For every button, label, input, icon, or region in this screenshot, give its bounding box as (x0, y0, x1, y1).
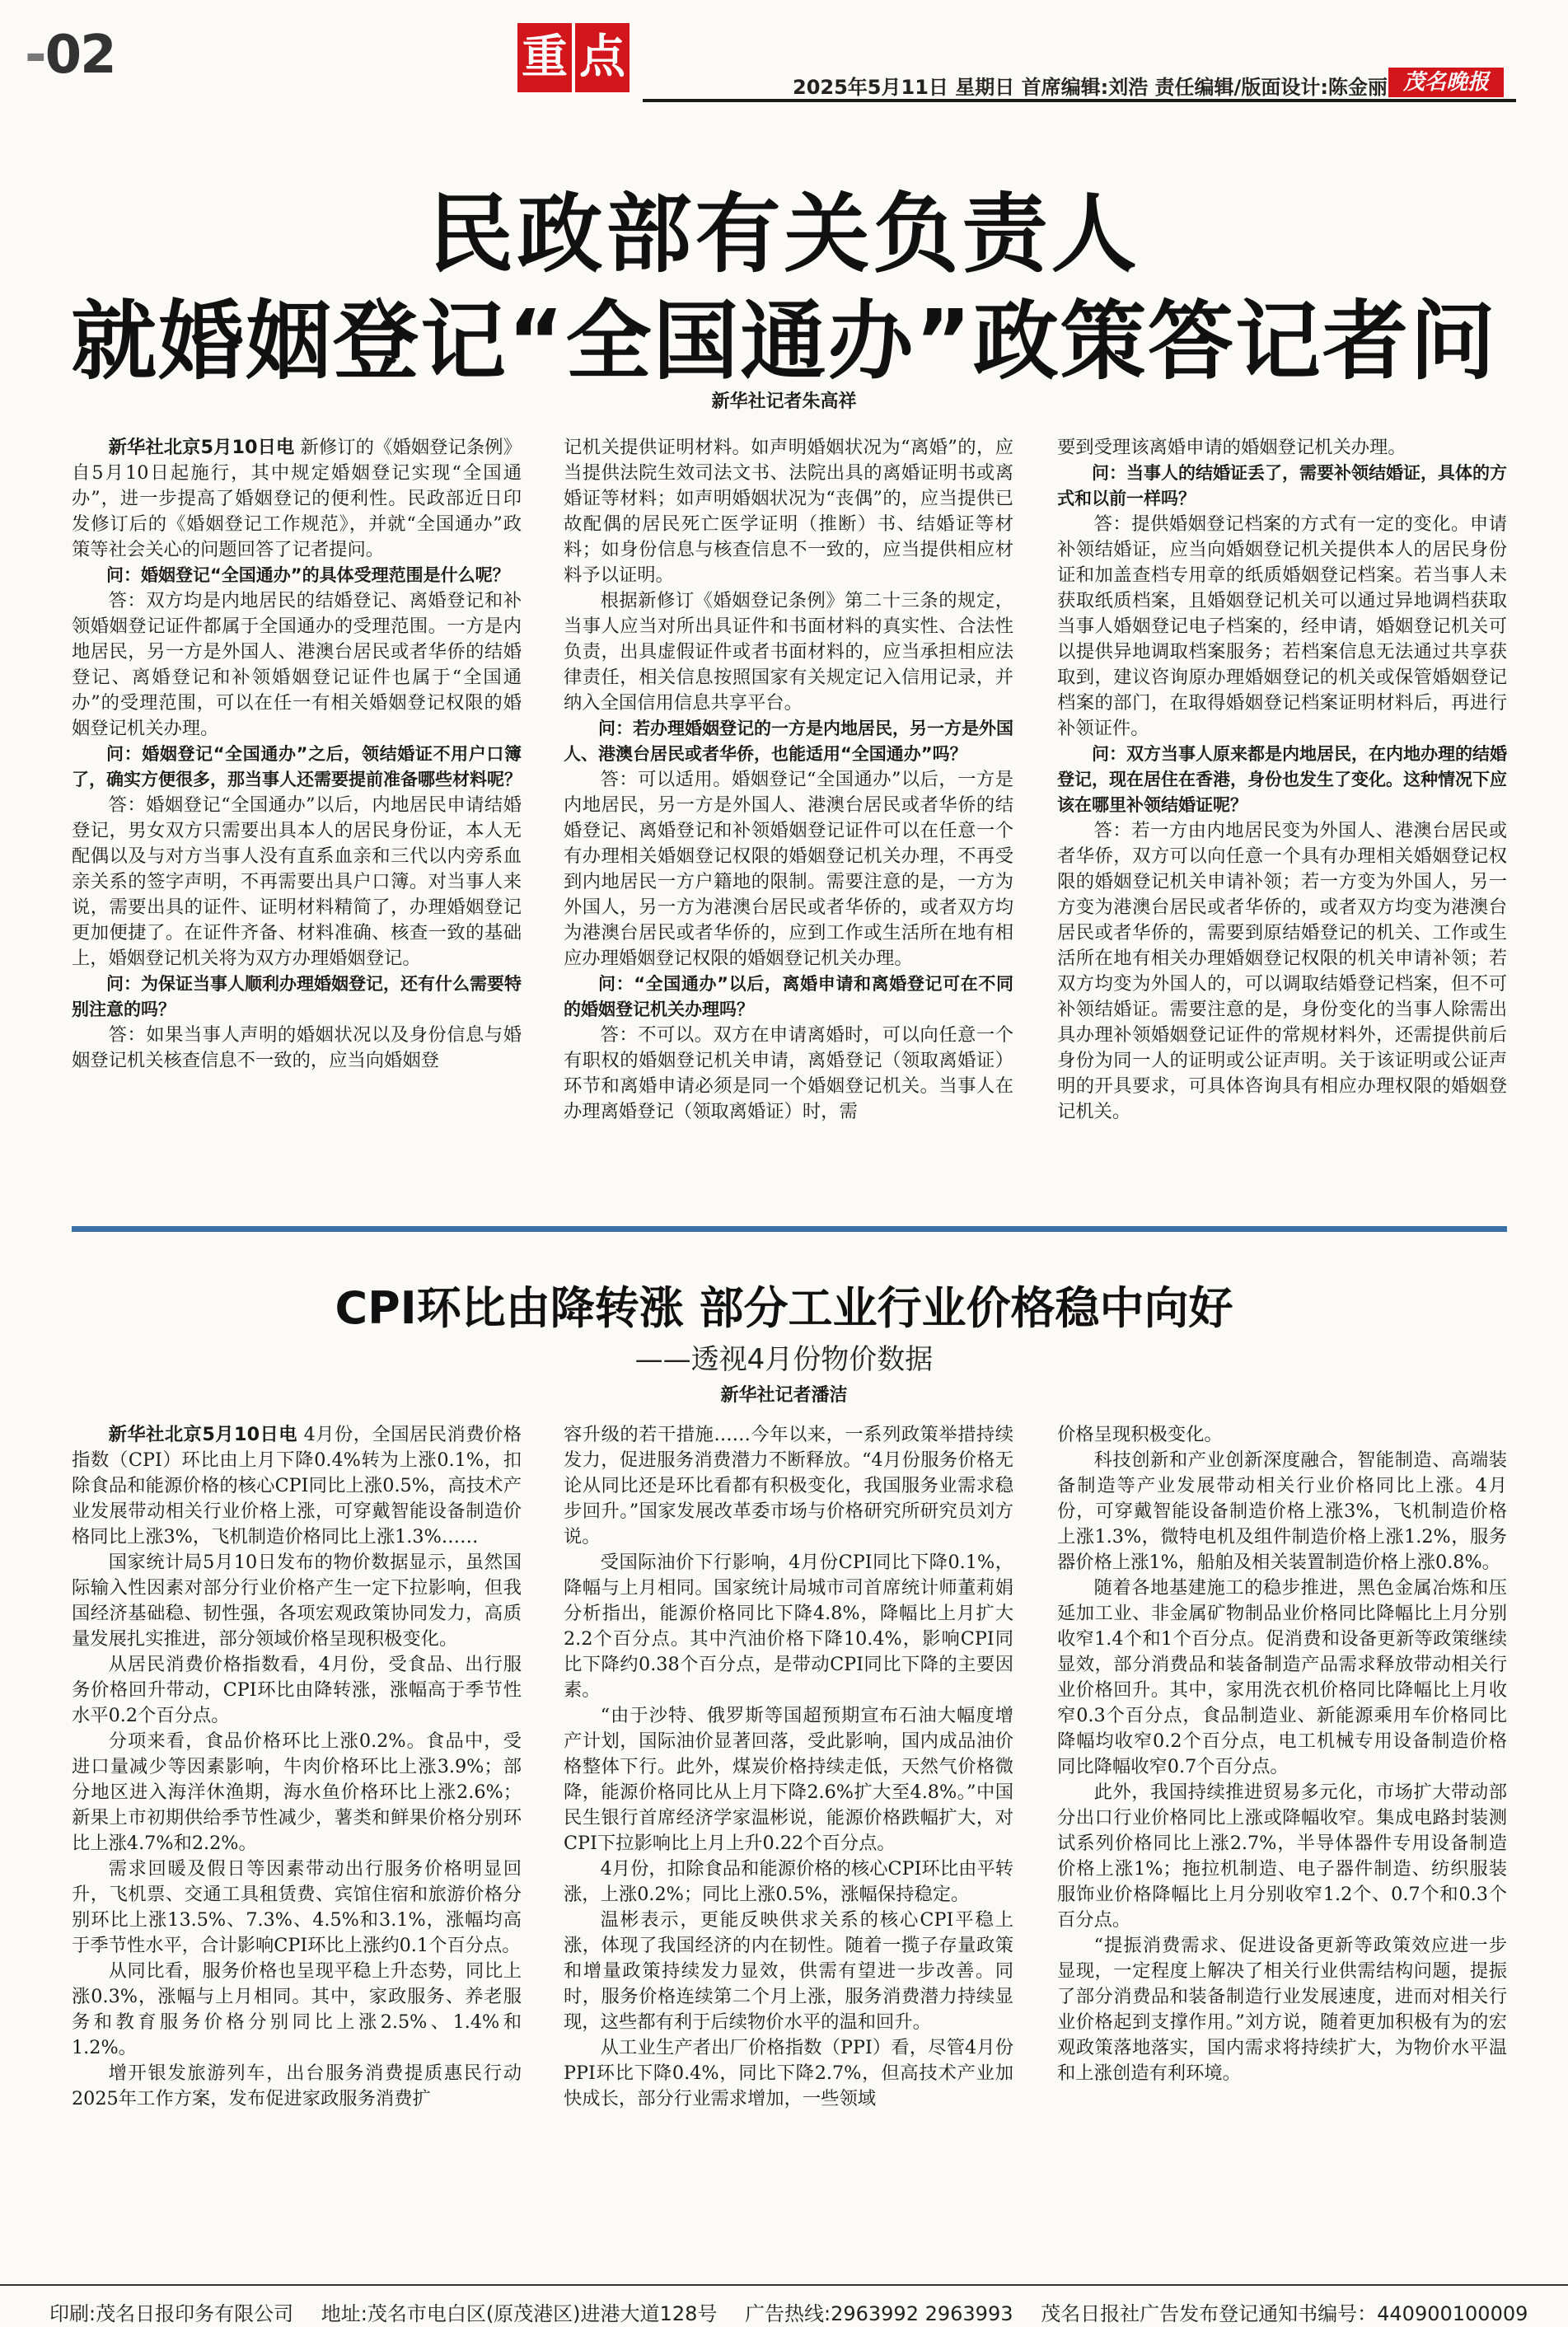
article-paragraph (1057, 1422, 1507, 1448)
paragraph-text: 答：提供婚姻登记档案的方式有一定的变化。申请补领结婚证，应当向婚姻登记机关提供本人的居民身份证和加盖查档专用章的纸质婚姻登记档案。若当事人未获取纸质档案，且婚姻登记机关可以通过异地调档获取当事人婚姻登记电子档案的，经申请，婚姻登记机关可以提供异地调取档案服务；若档案信息无法通过共享获取到，建议咨询原办理婚姻登记的机关或保管婚姻登记档案的部门，在取得婚姻登记档案证明材料后，再进行补领证件。 (1057, 513, 1507, 739)
footer-rule (0, 2284, 1568, 2286)
paragraph-text: 从工业生产者出厂价格指数（PPI）看，尽管4月份PPI环比下降0.4%，同比下降2.7%，但高技术产业加快成长，部分行业需求增加，一些领域 (564, 2037, 1013, 2109)
page-header (0, 0, 1568, 124)
paragraph-text: 4月份，全国居民消费价格指数（CPI）环比由上月下降0.4%转为上涨0.1%，扣除食品和能源价格的核心CPI同比上涨0.5%，高技术产业发展带动相关行业价格上涨，可穿戴智能设备制造价格同比上涨3%，飞机制造价格同比上涨1.3%…… (72, 1424, 522, 1547)
article-paragraph (1057, 435, 1507, 461)
dateline: 新华社北京5月10日电 (108, 437, 295, 458)
paragraph-text: 增开银发旅游列车，出台服务消费提质惠民行动2025年工作方案，发布促进家政服务消费扩 (72, 2062, 522, 2109)
paragraph-text: 问：婚姻登记“全国通办”之后，领结婚证不用户口簿了，确实方便很多，那当事人还需要提前准备哪些材料呢？ (72, 744, 522, 789)
article-paragraph (564, 588, 1013, 716)
article-paragraph (72, 1959, 522, 2061)
paragraph-text: 问：“全国通办”以后，离婚申请和离婚登记可在不同的婚姻登记机关办理吗？ (564, 974, 1013, 1019)
article-paragraph (564, 1422, 1013, 1550)
article2-column-3 (1057, 1422, 1507, 2086)
paragraph-text: 从同比看，服务价格也呈现平稳上升态势，同比上涨0.3%，涨幅与上月相同。其中，家政服务、养老服务和教育服务价格分别同比上涨2.5%、1.4%和1.2%。 (72, 1960, 522, 2058)
paragraph-text: 要到受理该离婚申请的婚姻登记机关办理。 (1057, 437, 1407, 458)
article-paragraph (72, 588, 522, 742)
section-tag-char-2: 点 (575, 23, 630, 92)
question-paragraph (1057, 742, 1507, 818)
paragraph-text: 根据新修订《婚姻登记条例》第二十三条的规定，当事人应当对所出具证件和书面材料的真实性、合法性负责，出具虚假证件或者书面材料的，应当承担相应法律责任，相关信息按照国家有关规定记入信用记录，并纳入全国信用信息共享平台。 (564, 590, 1013, 714)
paragraph-text: 容升级的若干措施……今年以来，一系列政策举措持续发力，促进服务消费潜力不断释放。“4月份服务价格无论从同比还是环比看都有积极变化，我国服务业需求稳步回升。”国家发展改革委市场与价格研究所研究员刘方说。 (564, 1424, 1013, 1547)
article2-headline: CPI环比由降转涨 部分工业行业价格稳中向好 (335, 1282, 1233, 1334)
article1-headline-line1: 民政部有关负责人 (428, 184, 1140, 284)
article-paragraph (1057, 1780, 1507, 1933)
question-paragraph (72, 972, 522, 1023)
article-paragraph (72, 1550, 522, 1652)
header-info: 2025年5月11日 星期日 首席编辑:刘浩 责任编辑/版面设计:陈金丽 (793, 76, 1388, 99)
paragraph-text: 从居民消费价格指数看，4月份，受食品、出行服务价格回升带动，CPI环比由降转涨，涨幅高于季节性水平0.2个百分点。 (72, 1654, 522, 1726)
paragraph-text: 此外，我国持续推进贸易多元化，市场扩大带动部分出口行业价格同比上涨或降幅收窄。集成电路封装测试系列价格同比上涨2.7%，半导体器件专用设备制造价格上涨1%；拖拉机制造、电子器件制造、纺织服装服饰业价格降幅比上月分别收窄1.2个、0.7个和0.3个百分点。 (1057, 1782, 1507, 1931)
paragraph-text: 新修订的《婚姻登记条例》自5月10日起施行，其中规定婚姻登记实现“全国通办”，进一步提高了婚姻登记的便利性。民政部近日印发修订后的《婚姻登记工作规范》，并就“全国通办”政策等社会关心的问题回答了记者提问。 (72, 437, 522, 560)
article-paragraph (72, 1856, 522, 1959)
article-paragraph (564, 1023, 1013, 1125)
footer-hotline: 广告热线:2963992 2963993 (745, 2302, 1013, 2325)
dateline: 新华社北京5月10日电 (108, 1424, 298, 1445)
paragraph-text: 4月份，扣除食品和能源价格的核心CPI环比由平转涨，上涨0.2%；同比上涨0.5%，涨幅保持稳定。 (564, 1858, 1013, 1905)
paragraph-text: “由于沙特、俄罗斯等国超预期宣布石油大幅度增产计划，国际油价显著回落，受此影响，国内成品油价格整体下行。此外，煤炭价格持续走低，天然气价格微降，能源价格同比从上月下降2.6%扩大至4.8%。”中国民生银行首席经济学家温彬说，能源价格跌幅扩大，对CPI下拉影响比上月上升0.22个百分点。 (564, 1705, 1013, 1854)
article-paragraph (72, 793, 522, 972)
question-paragraph (72, 742, 522, 793)
paragraph-text: 受国际油价下行影响，4月份CPI同比下降0.1%，降幅与上月相同。国家统计局城市司首席统计师董莉娟分析指出，能源价格同比下降4.8%，降幅比上月扩大2.2个百分点。其中汽油价格下降10.4%，影响CPI同比下降约0.38个百分点，是带动CPI同比下降的主要因素。 (564, 1552, 1013, 1701)
paragraph-text: 价格呈现积极变化。 (1057, 1424, 1223, 1445)
question-paragraph (1057, 461, 1507, 512)
article1-column-2 (564, 435, 1013, 1125)
paragraph-text: 答：不可以。双方在申请离婚时，可以向任意一个有职权的婚姻登记机关申请，离婚登记（领取离婚证）环节和离婚申请必须是同一个婚姻登记机关。当事人在办理离婚登记（领取离婚证）时，需 (564, 1024, 1013, 1122)
article1-headline-line2: 就婚姻登记“全国通办”政策答记者问 (71, 291, 1497, 391)
paragraph-text: 国家统计局5月10日发布的物价数据显示，虽然国际输入性因素对部分行业价格产生一定下拉影响，但我国经济基础稳、韧性强，各项宏观政策协同发力，高质量发展扎实推进，部分领域价格呈现积极变化。 (72, 1552, 522, 1650)
article1-byline: 新华社记者朱高祥 (711, 391, 857, 412)
article-paragraph (1057, 818, 1507, 1125)
article-paragraph (564, 1703, 1013, 1856)
page-footer (49, 2297, 1549, 2326)
article-paragraph (72, 1652, 522, 1729)
section-tag-char-1: 重 (517, 23, 572, 92)
section-tag (517, 23, 633, 97)
paragraph-text: 记机关提供证明材料。如声明婚姻状况为“离婚”的，应当提供法院生效司法文书、法院出具的离婚证明书或离婚证等材料；如声明婚姻状况为“丧偶”的，应当提供已故配偶的居民死亡医学证明（推断）书、结婚证等材料；如身份信息与核查信息不一致的，应当提供相应材料予以证明。 (564, 437, 1013, 586)
footer-address: 地址:茂名市电白区(原茂港区)进港大道128号 (321, 2302, 718, 2325)
article-paragraph (564, 1856, 1013, 1908)
paragraph-text: 随着各地基建施工的稳步推进，黑色金属冶炼和压延加工业、非金属矿物制品业价格同比降幅比上月分别收窄1.4个和1个百分点。促消费和设备更新等政策继续显效，部分消费品和装备制造产品需求释放带动相关行业价格回升。其中，家用洗衣机价格同比降幅比上月收窄0.3个百分点，食品制造业、新能源乘用车价格同比降幅均收窄0.2个百分点，电工机械专用设备制造价格同比降幅收窄0.7个百分点。 (1057, 1577, 1507, 1777)
paragraph-text: 问：若办理婚姻登记的一方是内地居民，另一方是外国人、港澳台居民或者华侨，也能适用“全国通办”吗？ (564, 719, 1013, 764)
article-paragraph (564, 767, 1013, 972)
footer-print: 印刷:茂名日报印务有限公司 (49, 2302, 294, 2325)
article2-column-2 (564, 1422, 1013, 2112)
article2-byline: 新华社记者潘洁 (720, 1385, 848, 1406)
paragraph-text: 问：婚姻登记“全国通办”的具体受理范围是什么呢？ (106, 565, 510, 585)
article-paragraph (564, 435, 1013, 588)
article-paragraph (72, 2061, 522, 2112)
question-paragraph (72, 563, 522, 588)
section-divider (72, 1226, 1507, 1232)
article-paragraph (1057, 1576, 1507, 1780)
article-paragraph (72, 1023, 522, 1074)
paragraph-text: 答：若一方由内地居民变为外国人、港澳台居民或者华侨，双方可以向任意一个具有办理相关婚姻登记权限的婚姻登记机关申请补领；若一方变为外国人，另一方变为港澳台居民或者华侨的，或者双方均变为港澳台居民或者华侨的，需要到原结婚登记的机关、工作或生活所在地有相关办理婚姻登记权限的机关申请补领；若双方均变为外国人的，可以调取结婚登记档案，但不可补领结婚证。需要注意的是，身份变化的当事人除需出具办理补领婚姻登记证件的常规材料外，还需提供前后身份为同一人的证明或公证声明。关于该证明或公证声明的开具要求，可具体咨询具有相应办理权限的婚姻登记机关。 (1057, 820, 1507, 1122)
paragraph-text: 需求回暖及假日等因素带动出行服务价格明显回升，飞机票、交通工具租赁费、宾馆住宿和旅游价格分别环比上涨13.5%、7.3%、4.5%和3.1%，涨幅均高于季节性水平，合计影响CPI环比上涨约0.1个百分点。 (72, 1858, 522, 1956)
article-paragraph (564, 1550, 1013, 1703)
article2-subheadline: ——透视4月份物价数据 (634, 1343, 934, 1376)
paragraph-text: “提振消费需求、促进设备更新等政策效应进一步显现，一定程度上解决了相关行业供需结构问题，提振了部分消费品和装备制造行业发展速度，进而对相关行业价格起到支撑作用。”刘方说，随着更加积极有为的宏观政策落地落实，国内需求将持续扩大，为物价水平温和上涨创造有利环境。 (1057, 1935, 1507, 2084)
article-paragraph (1057, 1933, 1507, 2086)
paragraph-text: 问：当事人的结婚证丢了，需要补领结婚证，具体的方式和以前一样吗？ (1057, 463, 1507, 508)
paragraph-text: 科技创新和产业创新深度融合，智能制造、高端装备制造等产业发展带动相关行业价格同比上涨。4月份，可穿戴智能设备制造价格上涨3%，飞机制造价格上涨1.3%，微特电机及组件制造价格上涨1.2%，服务器价格上涨1%，船舶及相关装置制造价格上涨0.8%。 (1057, 1449, 1507, 1573)
article-paragraph (72, 435, 522, 563)
article1-column-3 (1057, 435, 1507, 1125)
page-number: -02 (25, 25, 115, 86)
article-paragraph (1057, 1448, 1507, 1576)
paragraph-text: 答：可以适用。婚姻登记“全国通办”以后，一方是内地居民，另一方是外国人、港澳台居民或者华侨的结婚登记、离婚登记和补领婚姻登记证件可以在任意一个有办理相关婚姻登记权限的婚姻登记机关办理，不再受到内地居民一方户籍地的限制。需要注意的是，一方为外国人，另一方为港澳台居民或者华侨的，或者双方均为港澳台居民或者华侨的，应到工作或生活所在地有相应办理婚姻登记权限的婚姻登记机关办理。 (564, 769, 1013, 969)
paragraph-text: 分项来看，食品价格环比上涨0.2%。食品中，受进口量减少等因素影响，牛肉价格环比上涨3.9%；部分地区进入海洋休渔期，海水鱼价格环比上涨2.6%；新果上市初期供给季节性减少，薯类和鲜果价格分别环比上涨4.7%和2.2%。 (72, 1730, 522, 1854)
paragraph-text: 答：婚姻登记“全国通办”以后，内地居民申请结婚登记，男女双方只需要出具本人的居民身份证，本人无配偶以及与对方当事人没有直系血亲和三代以内旁系血亲关系的签字声明，不再需要出具户口簿。对当事人来说，需要出具的证件、证明材料精简了，办理婚姻登记更加便捷了。在证件齐备、材料准确、核查一致的基础上，婚姻登记机关将为双方办理婚姻登记。 (72, 794, 522, 969)
article1-column-1 (72, 435, 522, 1074)
article-paragraph (72, 1729, 522, 1856)
paragraph-text: 温彬表示，更能反映供求关系的核心CPI平稳上涨，体现了我国经济的内在韧性。随着一揽子存量政策和增量政策持续发力显效，供需有望进一步改善。同时，服务价格连续第二个月上涨，服务消费潜力持续显现，这些都有利于后续物价水平的温和回升。 (564, 1909, 1013, 2033)
paragraph-text: 问：为保证当事人顺利办理婚姻登记，还有什么需要特别注意的吗？ (72, 974, 522, 1019)
article-paragraph (1057, 512, 1507, 742)
article-paragraph (564, 1908, 1013, 2035)
footer-license: 茂名日报社广告发布登记通知书编号：440900100009 (1041, 2302, 1528, 2325)
article-paragraph (72, 1422, 522, 1550)
article-paragraph (564, 2035, 1013, 2112)
article2-column-1 (72, 1422, 522, 2112)
paragraph-text: 答：双方均是内地居民的结婚登记、离婚登记和补领婚姻登记证件都属于全国通办的受理范围。一方是内地居民，另一方是外国人、港澳台居民或者华侨的结婚登记、离婚登记和补领婚姻登记证件也属于“全国通办”的受理范围，可以在任一有相关婚姻登记权限的婚姻登记机关办理。 (72, 590, 522, 739)
paragraph-text: 问：双方当事人原来都是内地居民，在内地办理的结婚登记，现在居住在香港，身份也发生了变化。这种情况下应该在哪里补领结婚证呢？ (1057, 744, 1507, 815)
question-paragraph (564, 716, 1013, 767)
newspaper-logo: 茂名晚报 (1388, 68, 1504, 97)
header-rule (643, 99, 1516, 102)
paragraph-text: 答：如果当事人声明的婚姻状况以及身份信息与婚姻登记机关核查信息不一致的，应当向婚姻登 (72, 1024, 522, 1071)
question-paragraph (564, 972, 1013, 1023)
